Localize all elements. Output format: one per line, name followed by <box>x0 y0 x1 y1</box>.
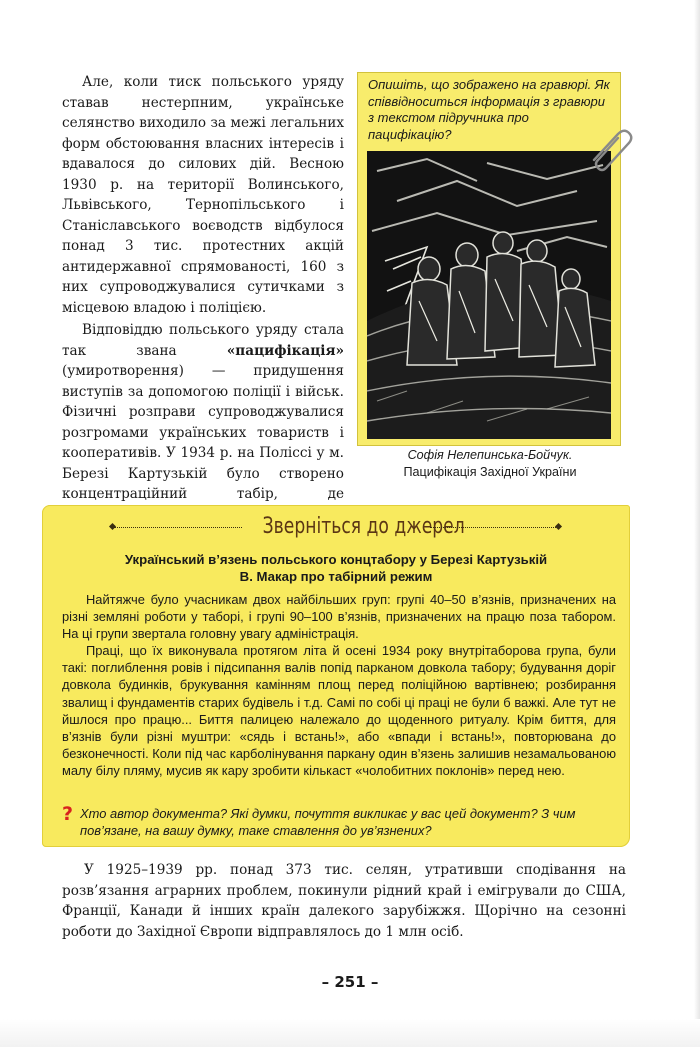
page-bottom-shade <box>0 1019 700 1047</box>
question-mark-icon: ? <box>62 803 74 825</box>
caption-title: Пацифікація Західної України <box>403 465 577 479</box>
document-title-line-2: В. Макар про табірний режим <box>239 569 433 584</box>
illustration-question: Опишіть, що зображено на гравюрі. Як співвідноситься інформація з гравюри з текстом підручника про пацифікацію? <box>368 77 610 142</box>
document-title-line-1: Український в’язень польського концтабору у Березі Картузькій <box>124 552 548 567</box>
illustration-caption <box>350 447 630 481</box>
illustration-frame <box>357 72 621 446</box>
document-body <box>62 591 616 779</box>
paragraph-pacification <box>62 320 344 525</box>
source-panel-header <box>42 513 630 541</box>
header-rule-right <box>430 527 558 529</box>
engraving-graphic <box>367 151 611 439</box>
page-number: – 251 – <box>321 973 379 991</box>
pacification-intro: Відповіддю польського уряду стала так звана <box>62 322 344 359</box>
source-panel <box>42 505 630 847</box>
pacification-rest: (умиротворення) — придушення виступів за допомогою поліції і військ. Фізичні розправи супроводжувалися розгромами українських товариств і кооперативів. У 1934 р. на Поліссі у м. Березі Картузькій було створено концентраційний табір, де <box>62 363 344 502</box>
source-panel-heading: Зверніться до джерел <box>262 514 465 539</box>
main-text-column <box>62 72 344 525</box>
pacification-term: «пацифікація» <box>226 342 344 359</box>
document-paragraph-2: Праці, що їх виконувала протягом літа й осені 1934 року внутрітаборова група, були такі: поглиблення ровів і підсипання валів попід парканом довкола табору; будування доріг довкола будинків, брукування камінням площ перед поліційною вартівнею; розбирання звалищ і фундаментів старих будівель і т.д. Самі по собі ці праці не були б важкі. Але тут не йшлося про працю... Биття палицею належало до щоденного ритуалу. Крім биття, для в’язнів були різні муштри: «сядь і встань!», або «впади і встань!», повторювана до безконечності. Коли під час карболінування паркану один в’язень залишив незамальованою малу білу пляму, мусив як кару зробити кількаст «чолобитних поклонів» перед нею. <box>62 643 616 778</box>
paragraph-peasant-protests: Але, коли тиск польського уряду ставав нестерпним, українське селянство виходило за межі легальних форм обстоювання власних інтересів і вдавалося до силових дій. Весною 1930 р. на території Волинського, Львівського, Тернопільського і Станіславського воєводств відбулося понад 3 тис. протестних акцій антидержавної спрямованості, 160 з них супроводжувалися сутичками з місцевою владою і поліцією. <box>62 74 344 316</box>
page-edge-shadow <box>694 0 700 1047</box>
paperclip-icon <box>588 126 634 172</box>
document-title <box>42 551 630 585</box>
header-rule-left <box>114 527 242 529</box>
caption-author: Софія Нелепинська-Бойчук. <box>407 448 573 462</box>
document-paragraph-1: Найтяжче було учасникам двох найбільших груп: групі 40–50 в’язнів, призначених на різні земляні роботи у таборі, і групі 90–100 в’язнів, призначених на працю поза табором. На ці групи звертала головну увагу адміністрація. <box>62 592 616 642</box>
question-text: Хто автор документа? Які думки, почуття викликає у вас цей документ? З чим пов’язане, на вашу думку, таке ставлення до ув’язнених? <box>80 806 576 838</box>
emigration-text <box>62 860 626 942</box>
engraving-image <box>367 151 611 439</box>
emigration-paragraph: У 1925–1939 рр. понад 373 тис. селян, утративши сподівання на розв’язання аграрних проблем, покинули рідний край і емігрували до США, Франції, Канади й інших країн далекого зарубіжжя. Щорічно на сезонні роботи до Західної Європи відправлялось до 1 млн осіб. <box>62 862 626 940</box>
